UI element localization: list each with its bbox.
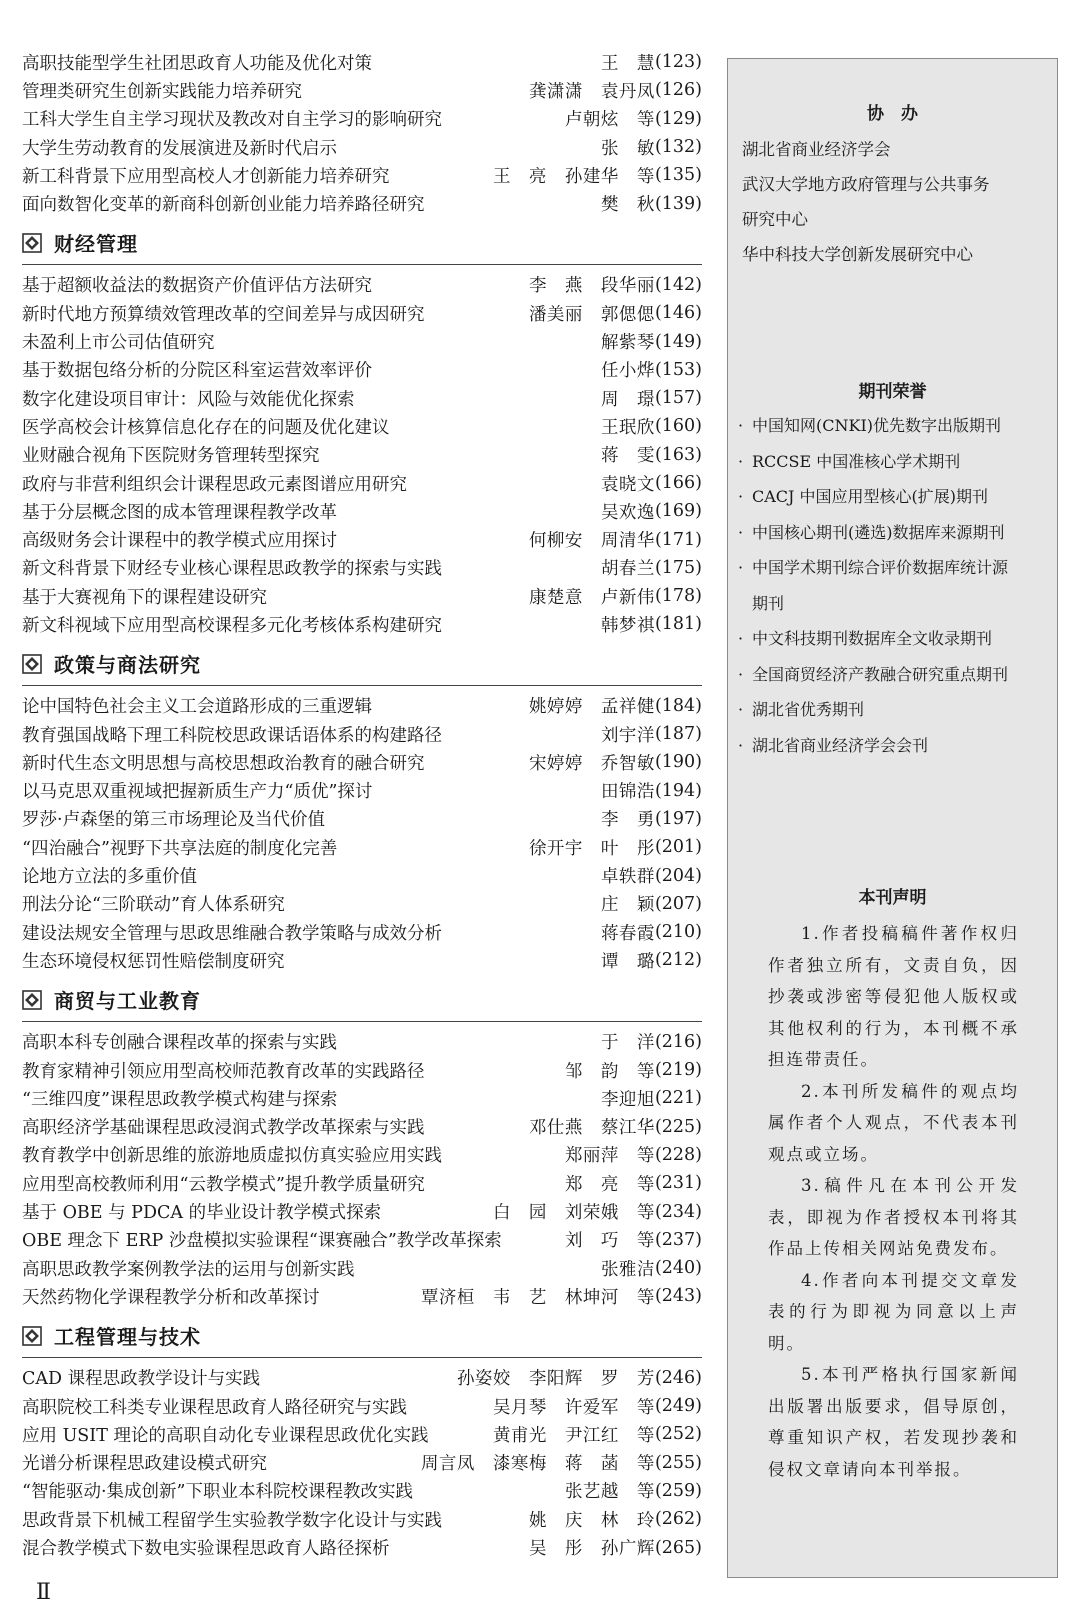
entry-authors: 何柳安 周清华 xyxy=(528,531,655,552)
entry-title: 数字化建设项目审计：风险与效能优化探索 xyxy=(22,389,355,410)
entry-title: 高职思政教学案例教学法的运用与创新实践 xyxy=(22,1259,355,1280)
entry-page: (212) xyxy=(654,950,702,971)
section-diamond-icon xyxy=(22,233,42,253)
entry-title: 应用型高校教师利用“云教学模式”提升教学质量研究 xyxy=(22,1174,425,1195)
entry-title: 面向数智化变革的新商科创新创业能力培养路径研究 xyxy=(22,195,425,216)
entry-title: 刑法分论“三阶联动”育人体系研究 xyxy=(22,895,285,916)
honor-text: 中国核心期刊(遴选)数据库来源期刊 xyxy=(752,522,1005,542)
section-diamond-icon xyxy=(22,990,42,1010)
statement-paragraph: 5.本刊严格执行国家新闻出版署出版要求，倡导原创，尊重知识产权，若发现抄袭和侵权文章请向本刊举报。 xyxy=(768,1365,1019,1479)
entry-title: 基于数据包络分析的分院区科室运营效率评价 xyxy=(22,361,372,382)
entry-page: (157) xyxy=(654,388,702,409)
entry-page: (234) xyxy=(654,1201,702,1222)
entry-page: (210) xyxy=(654,922,702,943)
toc-entry xyxy=(22,1533,702,1561)
toc-entry xyxy=(22,833,702,861)
toc-entry xyxy=(22,412,702,440)
toc-entry xyxy=(22,161,702,189)
entry-authors: 解紫琴 xyxy=(600,333,655,354)
entry-authors: 姚 庆 林 玲 xyxy=(528,1510,655,1531)
entry-title: 未盈利上市公司估值研究 xyxy=(22,333,215,354)
entry-page: (252) xyxy=(654,1424,702,1445)
entry-page: (146) xyxy=(654,303,702,324)
toc-entry xyxy=(22,1226,702,1254)
entry-authors: 黄甫光 尹江红 等 xyxy=(492,1425,655,1446)
entry-title: 新时代地方预算绩效管理改革的空间差异与成因研究 xyxy=(22,304,425,325)
toc-entry xyxy=(22,1282,702,1310)
toc-entry xyxy=(22,299,702,327)
toc-entry xyxy=(22,1477,702,1505)
toc-entry xyxy=(22,1420,702,1448)
entry-authors: 王 亮 孙建华 等 xyxy=(492,166,655,187)
entry-page: (139) xyxy=(654,193,702,214)
entry-title: 教育教学中创新思维的旅游地质虚拟仿真实验应用实践 xyxy=(22,1146,442,1167)
entry-authors: 邹 韵 等 xyxy=(564,1061,655,1082)
section-heading: 商贸与工业教育 xyxy=(54,989,201,1014)
entry-title: 基于超额收益法的数据资产价值评估方法研究 xyxy=(22,276,372,297)
entry-page: (225) xyxy=(654,1116,702,1137)
entry-authors: 于 洋 xyxy=(600,1033,655,1054)
entry-title: 基于分层概念图的成本管理课程教学改革 xyxy=(22,502,337,523)
entry-page: (265) xyxy=(654,1537,702,1558)
honor-text: 中文科技期刊数据库全文收录期刊 xyxy=(752,629,993,648)
entry-page: (160) xyxy=(654,416,702,437)
toc-entry xyxy=(22,327,702,355)
toc-entry xyxy=(22,356,702,384)
entry-authors: 田锦浩 xyxy=(600,782,655,803)
entry-title: 论中国特色社会主义工会道路形成的三重逻辑 xyxy=(22,697,372,718)
entry-authors: 宋婷婷 乔智敏 xyxy=(528,753,655,774)
honor-item xyxy=(728,586,1057,622)
honor-text: 全国商贸经济产教融合研究重点期刊 xyxy=(752,664,1009,684)
entry-page: (197) xyxy=(654,808,702,829)
entry-title: 新文科视域下应用型高校课程多元化考核体系构建研究 xyxy=(22,615,442,636)
statement-heading: 本刊声明 xyxy=(858,888,927,908)
toc-entry xyxy=(22,105,702,133)
toc-entry xyxy=(22,1197,702,1225)
entry-page: (216) xyxy=(654,1031,702,1052)
toc-entry xyxy=(22,720,702,748)
entry-authors: 吴欢逸 xyxy=(600,502,655,523)
entry-authors: 郑 亮 等 xyxy=(564,1174,655,1195)
honor-text: 湖北省商业经济学会会刊 xyxy=(752,735,929,755)
entry-title: 论地方立法的多重价值 xyxy=(22,867,197,888)
entry-page: (126) xyxy=(654,80,702,101)
entry-authors: 郑丽萍 等 xyxy=(564,1146,655,1167)
entry-authors: 卓轶群 xyxy=(600,867,655,888)
toc-entry xyxy=(22,1254,702,1282)
honor-text: RCCSE 中国准核心学术期刊 xyxy=(752,451,961,471)
entry-page: (190) xyxy=(654,752,702,773)
entry-page: (123) xyxy=(654,52,702,73)
entry-page: (153) xyxy=(654,359,702,380)
cohost-list xyxy=(728,132,1057,272)
entry-page: (187) xyxy=(654,724,702,745)
entry-authors: 邓仕燕 蔡江华 xyxy=(528,1118,655,1139)
toc-entry xyxy=(22,271,702,299)
toc-entry xyxy=(22,805,702,833)
section-header xyxy=(22,1315,702,1358)
entry-authors: 张 敏 xyxy=(600,138,655,159)
toc-entry xyxy=(22,1505,702,1533)
honor-item xyxy=(728,515,1057,551)
statement-body xyxy=(728,918,1057,1485)
cohost-item: 华中科技大学创新发展研究中心 xyxy=(742,245,973,264)
bullet-dot-icon: · xyxy=(738,487,744,506)
toc-entry xyxy=(22,610,702,638)
honor-text: 期刊 xyxy=(752,593,785,613)
entry-page: (240) xyxy=(654,1258,702,1279)
entry-authors: 徐开宇 叶 彤 xyxy=(528,838,655,859)
entry-page: (259) xyxy=(654,1480,702,1501)
statement-paragraph: 4.作者向本刊提交文章发表的行为即视为同意以上声明。 xyxy=(768,1270,1019,1353)
entry-page: (129) xyxy=(654,108,702,129)
entry-title: 管理类研究生创新实践能力培养研究 xyxy=(22,81,302,102)
toc-entry xyxy=(22,692,702,720)
entry-authors: 蒋春霞 xyxy=(600,923,655,944)
entry-page: (201) xyxy=(654,837,702,858)
section-diamond-icon xyxy=(22,1326,42,1346)
toc-entry xyxy=(22,441,702,469)
cohost-heading: 协 办 xyxy=(867,104,918,124)
toc-entry xyxy=(22,189,702,217)
entry-title: 混合教学模式下数电实验课程思政育人路径探析 xyxy=(22,1539,390,1559)
entry-page: (243) xyxy=(654,1286,702,1307)
entry-authors: 张艺越 等 xyxy=(564,1482,655,1503)
entry-page: (132) xyxy=(654,137,702,158)
entry-title: 医学高校会计核算信息化存在的问题及优化建议 xyxy=(22,417,390,438)
section-header xyxy=(22,643,702,686)
honor-item xyxy=(728,728,1057,764)
entry-authors: 周 璟 xyxy=(600,389,655,410)
entry-page: (194) xyxy=(654,780,702,801)
entry-page: (169) xyxy=(654,501,702,522)
entry-title: 生态环境侵权惩罚性赔偿制度研究 xyxy=(22,951,285,972)
toc-entry xyxy=(22,133,702,161)
toc-entry xyxy=(22,497,702,525)
honor-text: 中国学术期刊综合评价数据库统计源 xyxy=(752,558,1009,577)
entry-authors: 庄 颖 xyxy=(600,895,655,916)
entry-page: (262) xyxy=(654,1509,702,1530)
honor-item xyxy=(728,479,1057,515)
honor-item xyxy=(728,657,1057,693)
entry-page: (204) xyxy=(654,865,702,886)
toc-entry xyxy=(22,918,702,946)
entry-authors: 周言凤 漆寒梅 蒋 菡 等 xyxy=(420,1454,655,1475)
entry-title: 教育家精神引领应用型高校师范教育改革的实践路径 xyxy=(22,1061,425,1082)
entry-title: 思政背景下机械工程留学生实验教学数字化设计与实践 xyxy=(22,1510,442,1531)
entry-title: 新工科背景下应用型高校人才创新能力培养研究 xyxy=(22,166,390,187)
entry-title: 大学生劳动教育的发展演进及新时代启示 xyxy=(22,138,337,159)
toc-entry xyxy=(22,1084,702,1112)
toc-entry xyxy=(22,582,702,610)
entry-page: (184) xyxy=(654,695,702,716)
entry-authors: 李 燕 段华丽 xyxy=(528,276,655,297)
entry-title: 政府与非营利组织会计课程思政元素图谱应用研究 xyxy=(22,474,407,495)
entry-title: 教育强国战略下理工科院校思政课话语体系的构建路径 xyxy=(22,725,442,746)
entry-title: 应用 USIT 理论的高职自动化专业课程思政优化实践 xyxy=(22,1425,429,1446)
bullet-dot-icon: · xyxy=(738,700,744,719)
entry-authors: 张雅洁 xyxy=(600,1259,655,1280)
honor-text: CACJ 中国应用型核心(扩展)期刊 xyxy=(752,487,989,506)
entry-authors: 潘美丽 郭偲偲 xyxy=(528,304,655,325)
toc-entry xyxy=(22,861,702,889)
entry-page: (228) xyxy=(654,1144,702,1165)
honors-heading: 期刊荣誉 xyxy=(858,382,927,402)
toc-entry xyxy=(22,1141,702,1169)
entry-title: 业财融合视角下医院财务管理转型探究 xyxy=(22,446,320,467)
entry-title: 新文科背景下财经专业核心课程思政教学的探索与实践 xyxy=(22,559,442,580)
section-heading: 财经管理 xyxy=(54,232,138,257)
section-heading: 政策与商法研究 xyxy=(54,653,201,678)
entry-authors: 姚婷婷 孟祥健 xyxy=(528,697,655,718)
entry-authors: 吴月琴 许爱军 等 xyxy=(492,1397,655,1418)
toc-entry xyxy=(22,48,702,76)
bullet-dot-icon: · xyxy=(738,416,744,435)
cohost-item: 武汉大学地方政府管理与公共事务 xyxy=(742,175,990,194)
toc-entry xyxy=(22,748,702,776)
entry-title: 高职本科专创融合课程改革的探索与实践 xyxy=(22,1033,337,1054)
toc-entry xyxy=(22,384,702,412)
bullet-dot-icon: · xyxy=(738,664,744,684)
entry-authors: 覃济桓 韦 艺 林坤河 等 xyxy=(420,1287,655,1308)
entry-page: (249) xyxy=(654,1396,702,1417)
entry-title: 以马克思双重视域把握新质生产力“质优”探讨 xyxy=(22,782,373,803)
entry-authors: 王珉欣 xyxy=(600,417,655,438)
sidebar-panel xyxy=(727,58,1058,1578)
statement-paragraph: 3.稿件凡在本刊公开发表，即视为作者授权本刊将其作品上传相关网站免费发布。 xyxy=(768,1176,1019,1258)
honor-text: 中国知网(CNKI)优先数字出版期刊 xyxy=(752,416,1002,435)
toc-entry xyxy=(22,525,702,553)
bullet-dot-icon: · xyxy=(738,629,744,648)
bullet-dot-icon: · xyxy=(738,735,744,755)
entry-title: 高职技能型学生社团思政育人功能及优化对策 xyxy=(22,53,372,74)
entry-title: 工科大学生自主学习现状及教改对自主学习的影响研究 xyxy=(22,110,442,131)
entry-authors: 韩梦祺 xyxy=(600,615,655,636)
toc-entry xyxy=(22,1113,702,1141)
entry-title: “四治融合”视野下共享法庭的制度化完善 xyxy=(22,838,338,859)
entry-authors: 卢朝炫 等 xyxy=(564,110,655,131)
entry-page: (221) xyxy=(654,1088,702,1109)
entry-authors: 谭 璐 xyxy=(600,951,655,972)
entry-page: (181) xyxy=(654,614,702,635)
entry-page: (178) xyxy=(654,586,702,607)
cohost-item: 湖北省商业经济学会 xyxy=(742,140,891,159)
toc-entry xyxy=(22,946,702,974)
entry-page: (246) xyxy=(654,1367,702,1388)
entry-title: 光谱分析课程思政建设模式研究 xyxy=(22,1454,267,1475)
entry-authors: 任小烨 xyxy=(600,361,655,382)
entry-title: 新时代生态文明思想与高校思想政治教育的融合研究 xyxy=(22,753,425,774)
honors-list xyxy=(728,408,1057,763)
entry-page: (142) xyxy=(654,274,702,295)
toc-entry xyxy=(22,1364,702,1392)
entry-title: “三维四度”课程思政教学模式构建与探索 xyxy=(22,1089,338,1110)
toc-entry xyxy=(22,1448,702,1476)
toc-entry xyxy=(22,469,702,497)
entry-title: CAD 课程思政教学设计与实践 xyxy=(22,1369,261,1390)
entry-title: 基于大赛视角下的课程建设研究 xyxy=(22,587,267,608)
bullet-dot-icon: · xyxy=(738,522,744,542)
entry-page: (219) xyxy=(654,1060,702,1081)
entry-title: 高职院校工科类专业课程思政育人路径研究与实践 xyxy=(22,1397,407,1418)
entry-page: (163) xyxy=(654,444,702,465)
entry-page: (237) xyxy=(654,1229,702,1250)
toc-entry xyxy=(22,890,702,918)
entry-authors: 胡春兰 xyxy=(600,559,655,580)
page-number: Ⅱ xyxy=(36,1580,51,1605)
toc-entry xyxy=(22,777,702,805)
entry-authors: 袁晓文 xyxy=(600,474,655,495)
bullet-dot-icon: · xyxy=(738,558,744,577)
entry-page: (135) xyxy=(654,165,702,186)
entry-title: 高职经济学基础课程思政浸润式教学改革探索与实践 xyxy=(22,1118,425,1139)
honor-item xyxy=(728,692,1057,728)
toc-entry xyxy=(22,1169,702,1197)
entry-authors: 康楚意 卢新伟 xyxy=(528,587,655,608)
toc-entry xyxy=(22,76,702,104)
toc-entry xyxy=(22,1028,702,1056)
section-diamond-icon xyxy=(22,654,42,674)
entry-page: (231) xyxy=(654,1173,702,1194)
entry-title: 基于 OBE 与 PDCA 的毕业设计教学模式探索 xyxy=(22,1203,382,1224)
honor-item xyxy=(728,444,1057,480)
entry-title: 建设法规安全管理与思政思维融合教学策略与成效分析 xyxy=(22,923,442,944)
entry-title: “智能驱动·集成创新”下职业本科院校课程教改实践 xyxy=(22,1482,413,1503)
honor-text: 湖北省优秀期刊 xyxy=(752,700,865,719)
statement-paragraph: 1.作者投稿稿件著作权归作者独立所有，文责自负，因抄袭或涉密等侵犯他人版权或其他权利的行为，本刊概不承担连带责任。 xyxy=(768,924,1019,1069)
toc-entry xyxy=(22,1392,702,1420)
toc-entry xyxy=(22,554,702,582)
entry-authors: 孙姿姣 李阳辉 罗 芳 xyxy=(456,1369,655,1390)
cohost-item: 研究中心 xyxy=(742,210,808,229)
entry-authors: 蒋 雯 xyxy=(600,446,655,467)
entry-title: OBE 理念下 ERP 沙盘模拟实验课程“课赛融合”教学改革探索 xyxy=(22,1231,502,1252)
entry-authors: 李迎旭 xyxy=(600,1089,655,1110)
section-heading: 工程管理与技术 xyxy=(54,1325,201,1350)
entry-page: (149) xyxy=(654,331,702,352)
entry-authors: 樊 秋 xyxy=(600,195,655,216)
entry-title: 高级财务会计课程中的教学模式应用探讨 xyxy=(22,531,337,552)
honor-item xyxy=(728,621,1057,657)
entry-authors: 白 园 刘荣娥 等 xyxy=(492,1203,655,1224)
statement-paragraph: 2.本刊所发稿件的观点均属作者个人观点，不代表本刊观点或立场。 xyxy=(768,1081,1019,1164)
entry-page: (175) xyxy=(654,557,702,578)
entry-authors: 李 勇 xyxy=(600,810,655,831)
toc-entry xyxy=(22,1056,702,1084)
entry-page: (166) xyxy=(654,473,702,493)
bullet-dot-icon: · xyxy=(738,451,744,471)
entry-authors: 龚潇潇 袁丹凤 xyxy=(528,81,655,102)
entry-page: (171) xyxy=(654,529,702,550)
entry-title: 罗莎·卢森堡的第三市场理论及当代价值 xyxy=(22,810,326,831)
entry-page: (207) xyxy=(654,893,702,914)
section-header xyxy=(22,222,702,265)
table-of-contents xyxy=(22,48,702,1562)
entry-authors: 王 慧 xyxy=(600,53,655,74)
honor-item xyxy=(728,550,1057,586)
entry-authors: 刘 巧 等 xyxy=(564,1231,655,1252)
entry-authors: 刘宇洋 xyxy=(600,725,655,746)
section-header xyxy=(22,979,702,1022)
entry-title: 天然药物化学课程教学分析和改革探讨 xyxy=(22,1287,320,1308)
honor-item xyxy=(728,408,1057,444)
entry-authors: 吴 彤 孙广辉 xyxy=(528,1539,655,1559)
entry-page: (255) xyxy=(654,1452,702,1473)
